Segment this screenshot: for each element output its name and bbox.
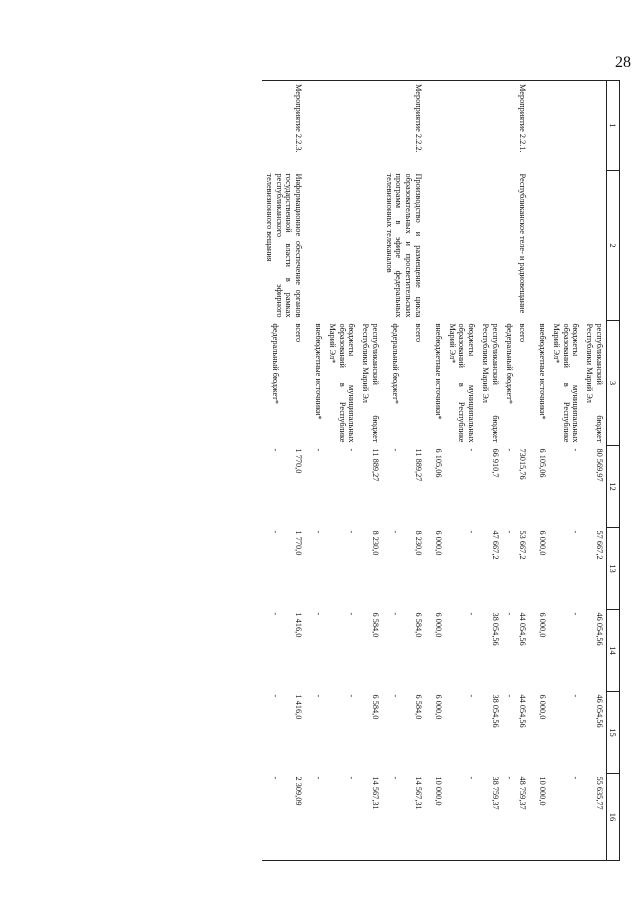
value-cell: 6 584,0 — [414, 694, 424, 720]
value-cell: 6 000,0 — [433, 530, 443, 556]
value-cell: 73015,76 — [518, 448, 528, 480]
value-cell: 10 000,0 — [431, 774, 445, 861]
value-cell: 48 759,37 — [516, 774, 536, 861]
value-cell: - — [391, 694, 401, 698]
value-cell: 38 759,37 — [478, 774, 502, 861]
value-cell: - — [504, 448, 514, 452]
header-cell: 12 — [606, 446, 619, 528]
value-cell: - — [504, 612, 514, 616]
value-cell: 46 054,56 — [594, 612, 604, 646]
table-row — [535, 81, 549, 861]
value-cell: 57 667,2 — [594, 530, 604, 560]
value-cell: 6 105,06 — [433, 448, 443, 478]
value-cell: - — [571, 694, 581, 698]
value-cell: - — [271, 694, 281, 698]
value-cell: 10 000,0 — [535, 774, 549, 861]
value-cell: - — [502, 774, 516, 861]
value-cell: - — [549, 774, 582, 861]
value-cell: - — [467, 448, 477, 452]
value-cell: 6 584,0 — [370, 612, 380, 638]
funding-table — [262, 80, 620, 861]
value-cell: 1 770,0 — [294, 530, 304, 556]
value-cell: 1 770,0 — [294, 448, 304, 474]
table-row — [311, 81, 325, 861]
value-cell: - — [262, 774, 282, 861]
table-row — [549, 81, 582, 861]
value-cell: 44 054,56 — [518, 694, 528, 728]
value-cell: - — [571, 530, 581, 534]
table-row — [502, 81, 516, 861]
table-row — [402, 81, 431, 861]
value-cell: 11 889,27 — [414, 448, 424, 482]
funding-source: всего — [414, 323, 424, 343]
funding-source: всего — [518, 323, 528, 343]
event-id: Мероприятие 2.2.1. — [516, 81, 536, 171]
value-cell: 6 105,06 — [538, 448, 548, 478]
value-cell: - — [347, 694, 357, 698]
value-cell: - — [391, 612, 401, 616]
rotated-table-container — [120, 80, 620, 860]
value-cell: 46 054,56 — [594, 694, 604, 728]
value-cell: - — [391, 448, 401, 452]
funding-source: федеральный бюджет* — [391, 323, 401, 405]
funding-source: внебюджетные источники* — [538, 323, 548, 420]
funding-source: республиканский бюджет Республики Марий Эл — [480, 323, 500, 443]
value-cell: 6 000,0 — [433, 694, 443, 720]
value-cell: 1 416,0 — [294, 694, 304, 720]
value-cell: - — [271, 448, 281, 452]
value-cell: - — [347, 530, 357, 534]
header-cell: 3 — [606, 321, 619, 446]
funding-source: всего — [294, 323, 304, 343]
value-cell: 1 416,0 — [294, 612, 304, 638]
funding-source: республиканский бюджет Республики Марий Эл — [585, 323, 604, 443]
value-cell: - — [311, 774, 325, 861]
funding-source: бюджеты муниципальных образований в Республике Марий Эл* — [447, 323, 477, 443]
value-cell: - — [382, 774, 402, 861]
value-cell: - — [504, 530, 514, 534]
value-cell: - — [571, 448, 581, 452]
value-cell: 2 309,09 — [282, 774, 311, 861]
value-cell: 11 889,27 — [370, 448, 380, 482]
funding-source: внебюджетные источники* — [314, 323, 324, 420]
funding-source: республиканский бюджет Республики Марий Эл — [361, 323, 380, 443]
value-cell: 6 000,0 — [538, 530, 548, 556]
value-cell: 8 230,0 — [370, 530, 380, 556]
event-name: Производство и размещение цикла образовательных и просветительских программ в эфире федеральных телевизионных телеканалов — [384, 173, 424, 318]
header-row — [606, 81, 619, 861]
value-cell: 53 667,2 — [518, 530, 528, 560]
value-cell: 47 667,2 — [490, 530, 500, 560]
value-cell: - — [314, 694, 324, 698]
value-cell: - — [467, 612, 477, 616]
value-cell: 14 567,31 — [358, 774, 382, 861]
value-cell: 6 584,0 — [370, 694, 380, 720]
event-name: Республиканское теле- и радиовещание — [518, 173, 528, 314]
value-cell: - — [391, 530, 401, 534]
table-row — [445, 81, 478, 861]
value-cell: 38 054,56 — [490, 694, 500, 728]
event-name: Информационное обеспечение органов государственной власти в рамках республиканского эфирного телевизионного вещания — [264, 173, 304, 318]
value-cell: 6 584,0 — [414, 612, 424, 638]
funding-source: федеральный бюджет* — [271, 323, 281, 405]
value-cell: - — [271, 612, 281, 616]
funding-source: бюджеты муниципальных образований в Республике Марий Эл* — [327, 323, 357, 443]
header-cell: 2 — [606, 171, 619, 321]
funding-source: бюджеты муниципальных образований в Республике Марий Эл* — [551, 323, 581, 443]
value-cell: 38 054,56 — [490, 612, 500, 646]
header-cell: 14 — [606, 610, 619, 692]
value-cell: 44 054,56 — [518, 612, 528, 646]
table-row — [516, 81, 536, 861]
funding-source: федеральный бюджет* — [504, 323, 514, 405]
table-row — [325, 81, 358, 861]
table-row — [282, 81, 311, 861]
value-cell: - — [504, 694, 514, 698]
value-cell: 14 567,31 — [402, 774, 431, 861]
value-cell: 6 000,0 — [538, 694, 548, 720]
value-cell: - — [347, 612, 357, 616]
event-id: Мероприятие 2.2.2. — [402, 81, 431, 171]
value-cell: - — [314, 448, 324, 452]
value-cell: - — [271, 530, 281, 534]
event-name — [582, 171, 606, 321]
value-cell: 8 230,0 — [414, 530, 424, 556]
value-cell: - — [571, 612, 581, 616]
header-cell: 1 — [606, 81, 619, 171]
value-cell: 6 000,0 — [433, 612, 443, 638]
funding-source: внебюджетные источники* — [433, 323, 443, 420]
page-number: 28 — [615, 54, 631, 71]
event-id: Мероприятие 2.2.3. — [282, 81, 311, 171]
value-cell: 6 000,0 — [538, 612, 548, 638]
value-cell: - — [445, 774, 478, 861]
value-cell: 66 910,7 — [490, 448, 500, 478]
value-cell: - — [325, 774, 358, 861]
value-cell: 80 569,97 — [594, 448, 604, 482]
table-row — [582, 81, 606, 861]
value-cell: - — [347, 448, 357, 452]
value-cell: - — [467, 530, 477, 534]
value-cell: - — [467, 694, 477, 698]
table-row — [431, 81, 445, 861]
value-cell: 55 635,77 — [582, 774, 606, 861]
header-cell: 16 — [606, 774, 619, 861]
header-cell: 15 — [606, 692, 619, 774]
table-row — [358, 81, 382, 861]
table-row — [478, 81, 502, 861]
event-id — [582, 81, 606, 171]
header-cell: 13 — [606, 528, 619, 610]
value-cell: - — [314, 612, 324, 616]
value-cell: - — [314, 530, 324, 534]
